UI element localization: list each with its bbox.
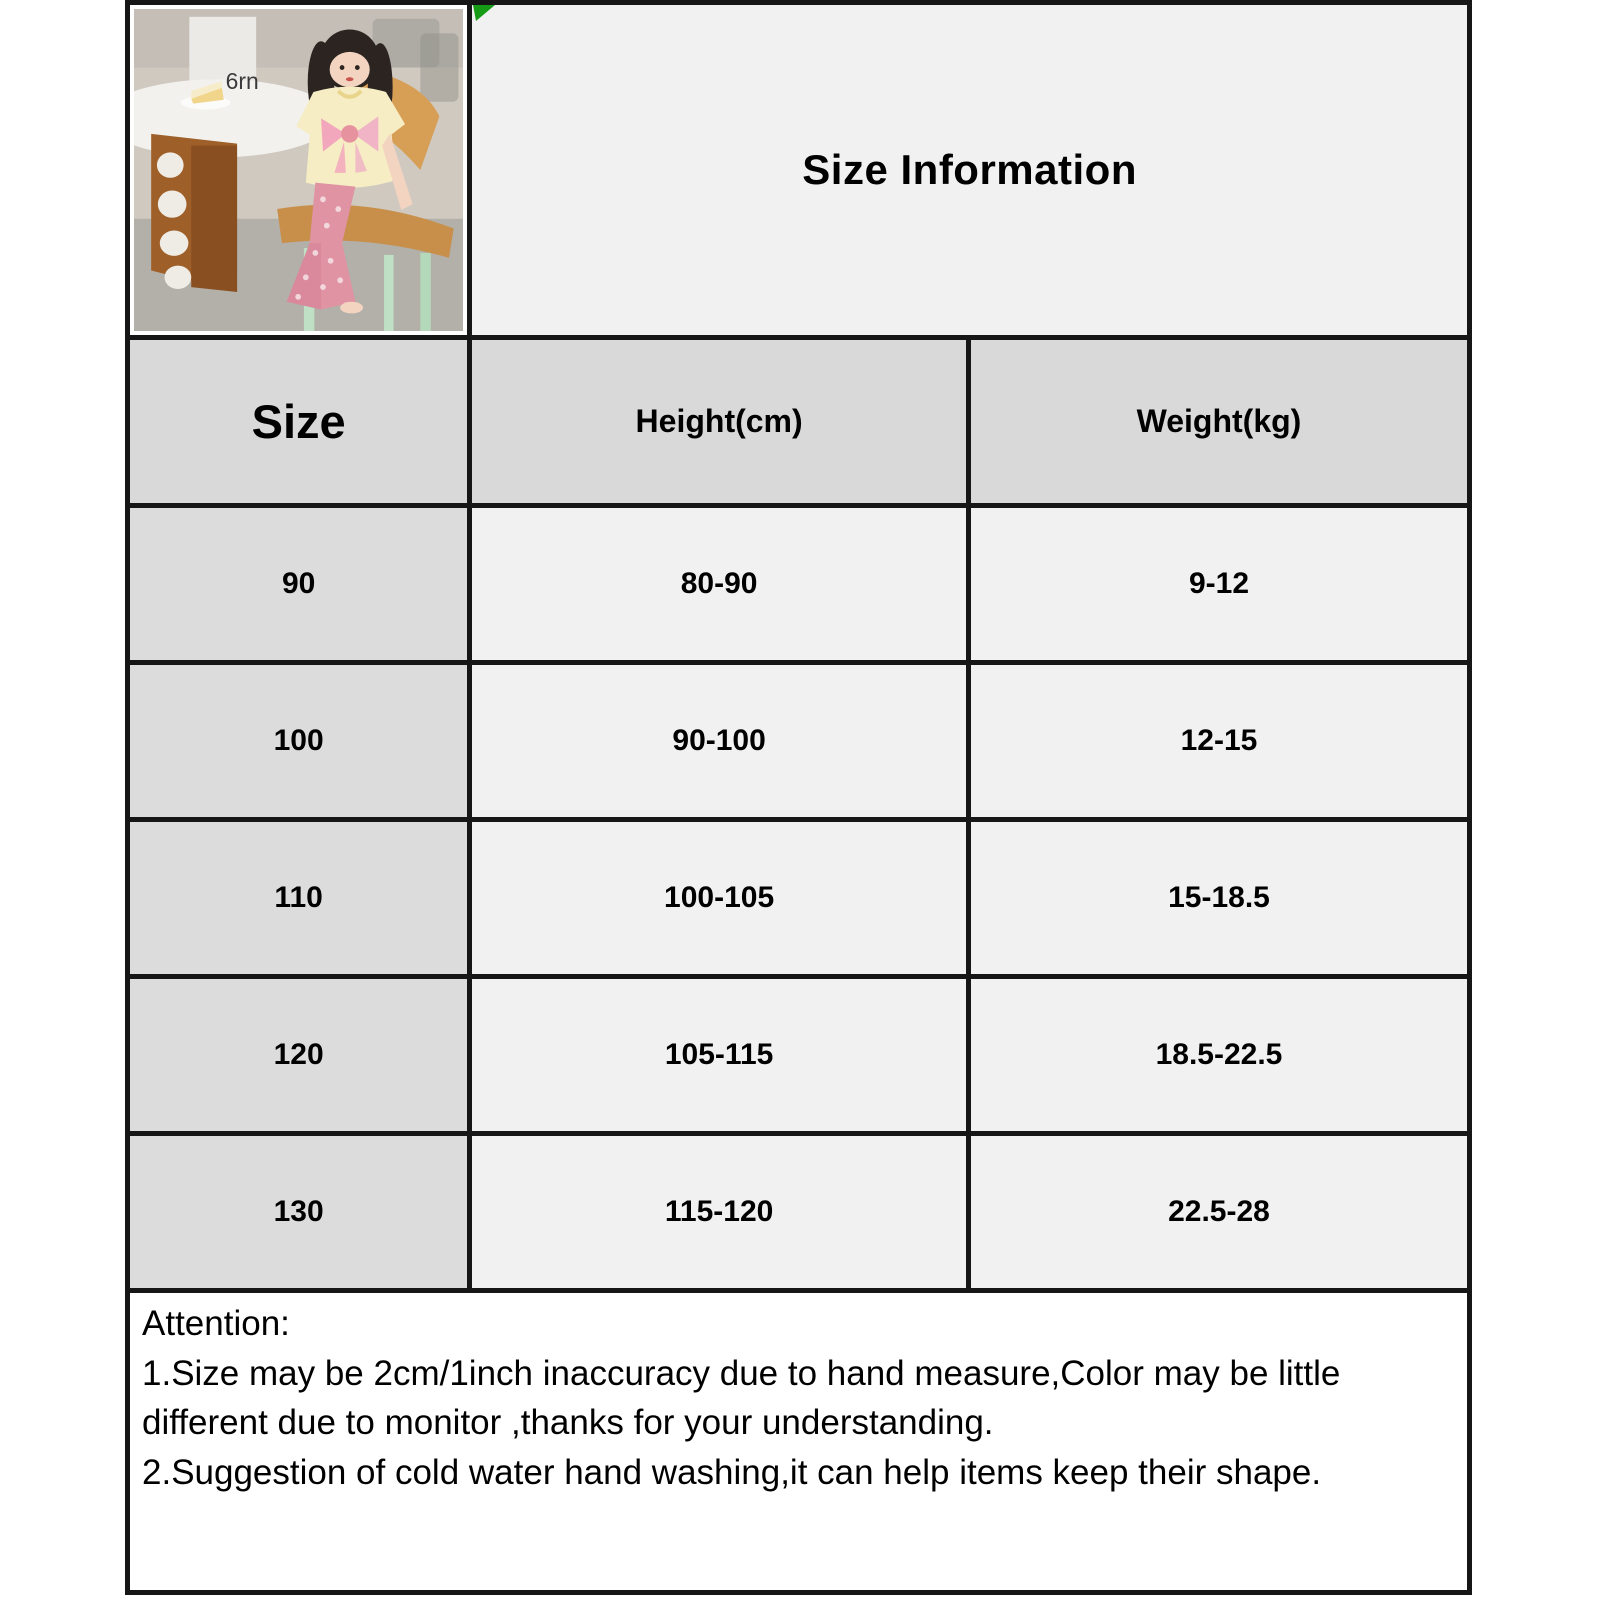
table-header-row (130, 340, 1467, 508)
size-chart-frame (125, 0, 1472, 1595)
green-triangle-marker-icon (472, 5, 496, 22)
photo-wall-text: 6rn (225, 67, 259, 95)
product-photo-illustration (134, 9, 463, 331)
weight-value: 22.5-28 (971, 1136, 1467, 1288)
weight-value: 15-18.5 (971, 822, 1467, 974)
top-band (130, 5, 1467, 340)
attention-line: 2.Suggestion of cold water hand washing,it can help items keep their shape. (142, 1453, 1322, 1493)
page-title: Size Information (802, 146, 1137, 193)
table-row (130, 665, 1467, 822)
size-value: 110 (130, 822, 472, 974)
size-value: 130 (130, 1136, 472, 1288)
height-value: 90-100 (472, 665, 971, 817)
size-value: 90 (130, 508, 472, 660)
attention-heading: Attention: (142, 1304, 290, 1343)
attention-line: different due to monitor ,thanks for your understanding. (142, 1403, 994, 1443)
table-row (130, 822, 1467, 979)
size-value: 120 (130, 979, 472, 1131)
weight-value: 12-15 (971, 665, 1467, 817)
size-value: 100 (130, 665, 472, 817)
table-row (130, 979, 1467, 1136)
column-header-weight: Weight(kg) (971, 340, 1467, 503)
weight-value: 9-12 (971, 508, 1467, 660)
weight-value: 18.5-22.5 (971, 979, 1467, 1131)
column-header-size: Size (130, 340, 472, 503)
table-row (130, 1136, 1467, 1293)
height-value: 80-90 (472, 508, 971, 660)
column-header-height: Height(cm) (472, 340, 971, 503)
attention-note (130, 1293, 1467, 1590)
table-row (130, 508, 1467, 665)
attention-line: 1.Size may be 2cm/1inch inaccuracy due to hand measure,Color may be little (142, 1353, 1341, 1393)
height-value: 105-115 (472, 979, 971, 1131)
height-value: 100-105 (472, 822, 971, 974)
product-photo (130, 5, 472, 335)
height-value: 115-120 (472, 1136, 971, 1288)
size-information-header (472, 5, 1467, 335)
